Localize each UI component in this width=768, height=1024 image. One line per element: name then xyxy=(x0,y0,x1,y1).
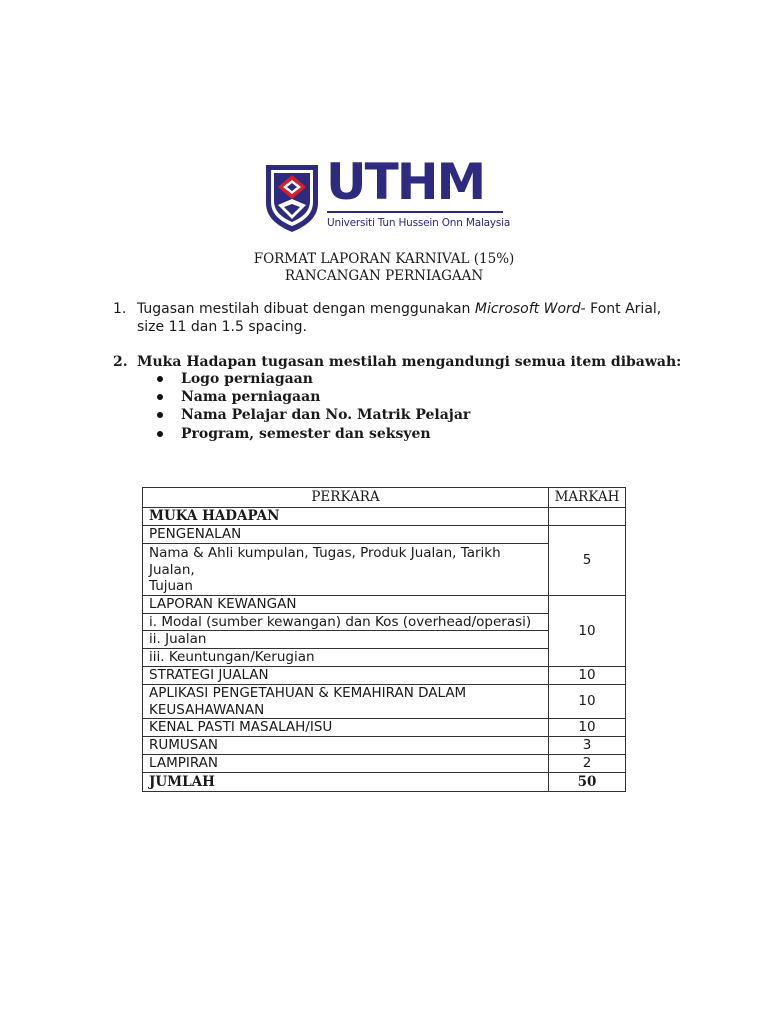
table-row xyxy=(143,667,626,685)
instruction-text: Muka Hadapan tugasan mestilah mengandungi semua item dibawah: xyxy=(137,354,682,370)
instruction-number: 1. xyxy=(113,301,127,317)
row-label: ii. Jualan xyxy=(143,631,549,649)
table-row xyxy=(143,719,626,737)
list-item xyxy=(157,388,470,406)
list-item-text: Program, semester dan seksyen xyxy=(181,425,431,442)
row-label: LAMPIRAN xyxy=(143,755,549,773)
list-item xyxy=(157,370,470,388)
bullet-list xyxy=(157,370,470,443)
logo-subtitle: Universiti Tun Hussein Onn Malaysia xyxy=(327,217,511,229)
uthm-logo xyxy=(264,153,511,235)
table-row xyxy=(143,685,626,719)
column-header-markah: MARKAH xyxy=(549,488,626,508)
table-row xyxy=(143,595,626,613)
bullet-icon xyxy=(157,431,163,437)
instruction-text-italic: Microsoft Word xyxy=(474,301,581,317)
row-mark: 3 xyxy=(549,737,626,755)
uthm-crest-icon xyxy=(264,163,320,233)
table-row xyxy=(143,526,626,544)
table-row xyxy=(143,737,626,755)
instruction-text xyxy=(137,300,677,336)
table-total-row xyxy=(143,773,626,792)
row-mark: 5 xyxy=(549,526,626,596)
list-item-text: Nama Pelajar dan No. Matrik Pelajar xyxy=(181,407,471,424)
total-label: JUMLAH xyxy=(143,773,549,792)
row-mark: 10 xyxy=(549,667,626,685)
bullet-icon xyxy=(157,394,163,400)
logo-wordmark: UTHM xyxy=(326,153,485,211)
column-header-perkara: PERKARA xyxy=(143,488,549,508)
row-label: Tujuan xyxy=(143,578,549,595)
bullet-icon xyxy=(157,376,163,382)
logo-divider xyxy=(327,211,503,213)
row-label: MUKA HADAPAN xyxy=(143,508,549,526)
list-item xyxy=(157,425,470,443)
bullet-icon xyxy=(157,412,163,418)
document-subtitle: RANCANGAN PERNIAGAAN xyxy=(284,268,484,284)
instruction-text-part: Tugasan mestilah dibuat dengan menggunakan xyxy=(137,301,475,317)
total-mark: 50 xyxy=(549,773,626,792)
row-label: KENAL PASTI MASALAH/ISU xyxy=(143,719,549,737)
document-title: FORMAT LAPORAN KARNIVAL (15%) xyxy=(253,251,515,267)
row-label: RUMUSAN xyxy=(143,737,549,755)
row-label: i. Modal (sumber kewangan) dan Kos (overhead/operasi) xyxy=(143,613,549,631)
marks-table xyxy=(142,487,626,792)
row-label: PENGENALAN xyxy=(143,526,549,544)
row-mark xyxy=(549,508,626,526)
row-label: STRATEGI JUALAN xyxy=(143,667,549,685)
row-label: iii. Keuntungan/Kerugian xyxy=(143,649,549,667)
row-mark: 10 xyxy=(549,685,626,719)
list-item-text: Logo perniagaan xyxy=(181,371,313,387)
table-header-row xyxy=(143,488,626,508)
row-mark: 10 xyxy=(549,595,626,667)
row-mark: 2 xyxy=(549,755,626,773)
row-label: APLIKASI PENGETAHUAN & KEMAHIRAN DALAM KEUSAHAWANAN xyxy=(143,685,549,719)
list-item-text: Nama perniagaan xyxy=(181,389,321,406)
table-row xyxy=(143,508,626,526)
row-mark: 10 xyxy=(549,719,626,737)
row-label: LAPORAN KEWANGAN xyxy=(143,595,549,613)
table-row xyxy=(143,755,626,773)
row-label: Nama & Ahli kumpulan, Tugas, Produk Jualan, Tarikh Jualan, xyxy=(143,544,549,579)
instruction-number: 2. xyxy=(113,354,128,370)
instruction-text-part: - Font Arial, size 11 dan 1.5 spacing. xyxy=(137,301,662,335)
list-item xyxy=(157,406,470,424)
